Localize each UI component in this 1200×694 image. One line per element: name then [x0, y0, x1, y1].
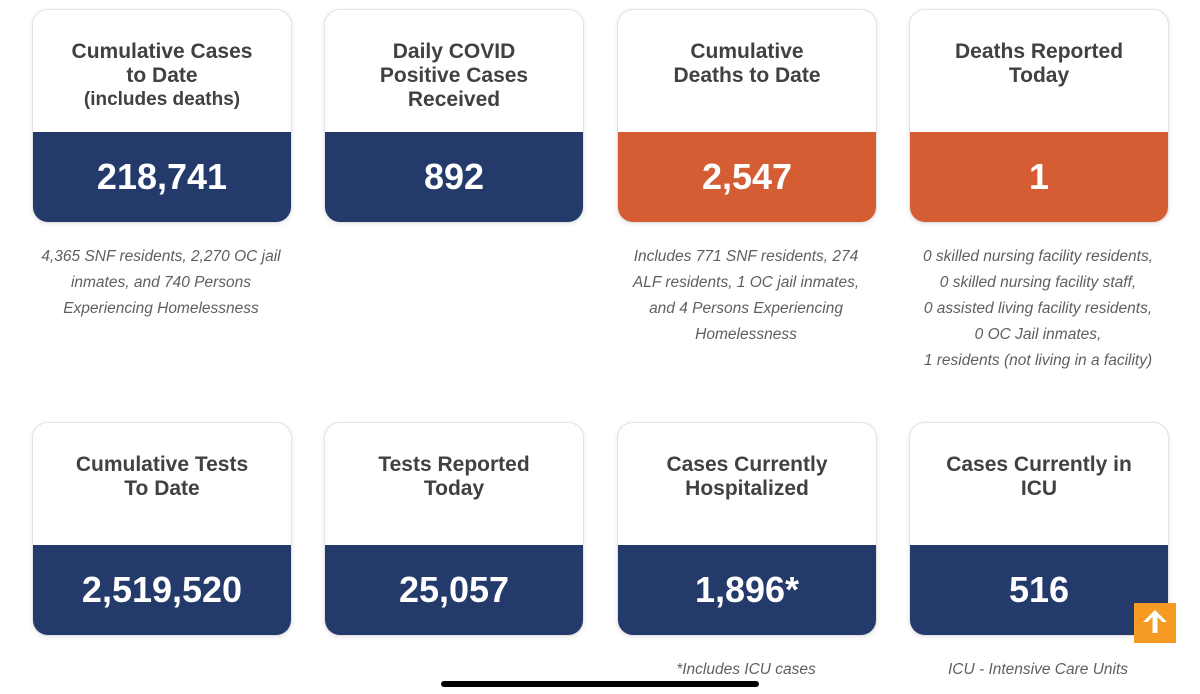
scroll-to-top-button[interactable]: [1134, 603, 1176, 643]
card-value: 2,547: [618, 132, 876, 222]
card-title: Tests Reported Today: [378, 453, 530, 500]
card-tests-today: [324, 422, 584, 636]
card-title: Cumulative Deaths to Date: [673, 40, 821, 87]
card-value: 1: [910, 132, 1168, 222]
card-title: Deaths Reported Today: [954, 40, 1124, 87]
card-title: Cases Currently in ICU: [946, 453, 1132, 500]
arrow-up-icon: [1140, 606, 1170, 641]
card-value: 1,896*: [618, 545, 876, 635]
home-indicator[interactable]: [441, 681, 759, 687]
card-title: Cumulative Cases to Date (includes deaths): [71, 40, 253, 110]
card-title: Daily COVID Positive Cases Received: [379, 40, 529, 111]
card-value: 2,519,520: [33, 545, 291, 635]
card-title: Cumulative Tests To Date: [75, 453, 249, 500]
note-hospitalized: *Includes ICU cases: [676, 661, 816, 678]
card-deaths-today: [909, 9, 1169, 223]
note-cumulative-cases: 4,365 SNF residents, 2,270 OC jail inmates, and 740 Persons Experiencing Homelessness: [41, 248, 281, 317]
card-value: 516: [910, 545, 1168, 635]
card-cumulative-deaths: [617, 9, 877, 223]
card-daily-positive-cases: [324, 9, 584, 223]
card-cumulative-tests: [32, 422, 292, 636]
card-icu: [909, 422, 1169, 636]
card-value: 892: [325, 132, 583, 222]
card-cumulative-cases: [32, 9, 292, 223]
note-deaths-today: 0 skilled nursing facility residents, 0 skilled nursing facility staff, 0 assisted living facility residents, 0 OC Jail inmates, 1 residents (not living in a facility): [922, 248, 1154, 369]
note-icu: ICU - Intensive Care Units: [947, 661, 1129, 678]
card-title: Cases Currently Hospitalized: [666, 453, 828, 500]
card-value: 25,057: [325, 545, 583, 635]
card-value: 218,741: [33, 132, 291, 222]
card-hospitalized: [617, 422, 877, 636]
note-cumulative-deaths: Includes 771 SNF residents, 274 ALF residents, 1 OC jail inmates, and 4 Persons Experiencing Homelessness: [632, 248, 860, 343]
